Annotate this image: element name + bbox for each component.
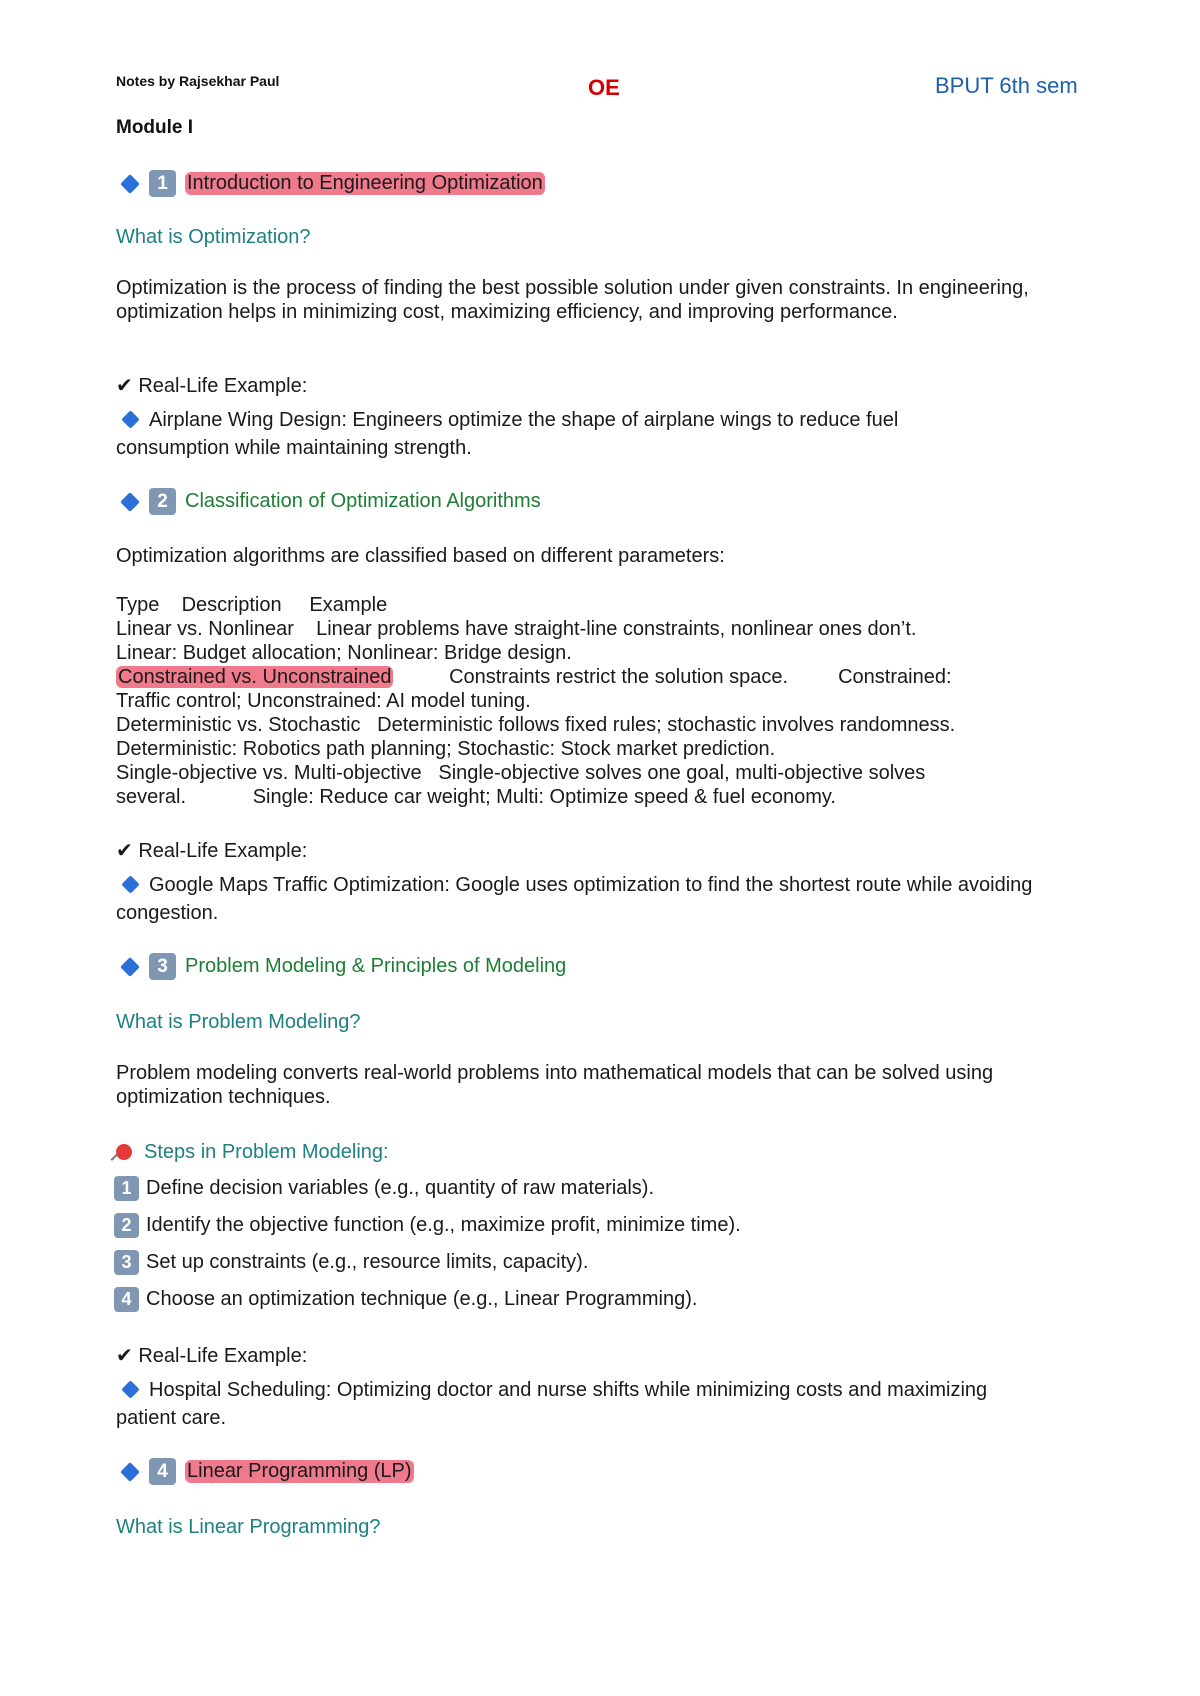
- step-text: Set up constraints (e.g., resource limits, capacity).: [146, 1251, 589, 1273]
- s3-example: [116, 1376, 1016, 1432]
- section-2-heading: [116, 488, 541, 515]
- number-one-icon: 1: [149, 170, 176, 197]
- classification-table: [116, 593, 955, 809]
- number-one-icon: 1: [114, 1176, 139, 1201]
- s4-question: What is Linear Programming?: [116, 1516, 381, 1538]
- module-title: Module I: [116, 117, 194, 138]
- step-text: Identify the objective function (e.g., maximize profit, minimize time).: [146, 1214, 741, 1236]
- section-4-heading: [116, 1458, 414, 1485]
- table-row: Deterministic vs. Stochastic Deterministic follows fixed rules; stochastic involves randomness.: [116, 714, 956, 736]
- table-row: several. Single: Reduce car weight; Multi: Optimize speed & fuel economy.: [116, 786, 836, 808]
- section-4-title: Linear Programming (LP): [187, 1460, 412, 1482]
- table-row: Linear: Budget allocation; Nonlinear: Bridge design.: [116, 642, 572, 664]
- blue-diamond-icon: [121, 410, 139, 428]
- step-item: [114, 1213, 741, 1238]
- subject-header: OE: [588, 75, 620, 100]
- step-item: [114, 1287, 697, 1312]
- number-two-icon: 2: [114, 1213, 139, 1238]
- s1-example: [116, 406, 1016, 462]
- pushpin-icon: [116, 1144, 132, 1160]
- blue-diamond-icon: [121, 875, 139, 893]
- s2-example-label: ✔ Real-Life Example:: [116, 840, 308, 862]
- s3-question: What is Problem Modeling?: [116, 1011, 361, 1033]
- step-item: [114, 1250, 588, 1275]
- number-three-icon: 3: [149, 953, 176, 980]
- number-three-icon: 3: [114, 1250, 139, 1275]
- s1-question: What is Optimization?: [116, 226, 311, 248]
- step-text: Choose an optimization technique (e.g., Linear Programming).: [146, 1288, 698, 1310]
- section-1-title: Introduction to Engineering Optimization: [187, 172, 543, 194]
- s1-paragraph: Optimization is the process of finding the best possible solution under given constraints. In engineering, optimization helps in minimizing cost, maximizing efficiency, and improving performance.: [116, 277, 1029, 323]
- s3-example-label: ✔ Real-Life Example:: [116, 1345, 308, 1367]
- table-row: Deterministic: Robotics path planning; Stochastic: Stock market prediction.: [116, 738, 776, 760]
- section-2-title: Classification of Optimization Algorithms: [185, 490, 541, 512]
- steps-label-text: Steps in Problem Modeling:: [144, 1141, 389, 1163]
- step-item: [114, 1176, 654, 1201]
- blue-diamond-icon: [121, 1380, 139, 1398]
- s3-paragraph: Problem modeling converts real-world problems into mathematical models that can be solved using optimization techniques.: [116, 1062, 994, 1108]
- blue-diamond-icon: [120, 1462, 140, 1482]
- section-3-heading: [116, 953, 566, 980]
- section-1-heading: [116, 170, 545, 197]
- s2-example: [116, 871, 1076, 927]
- s2-example-text: Google Maps Traffic Optimization: Google uses optimization to find the shortest route while avoiding congestion.: [116, 874, 1033, 924]
- highlighted-type: Constrained vs. Unconstrained: [118, 666, 392, 688]
- blue-diamond-icon: [120, 957, 140, 977]
- step-text: Define decision variables (e.g., quantity of raw materials).: [146, 1177, 655, 1199]
- blue-diamond-icon: [120, 174, 140, 194]
- number-four-icon: 4: [149, 1458, 176, 1485]
- table-row: [116, 665, 955, 689]
- s3-steps-label: [116, 1141, 389, 1164]
- semester-header: BPUT 6th sem: [935, 73, 1078, 98]
- number-four-icon: 4: [114, 1287, 139, 1312]
- author-header: Notes by Rajsekhar Paul: [116, 73, 280, 89]
- s1-example-text: Airplane Wing Design: Engineers optimize the shape of airplane wings to reduce fuel consumption while maintaining strength.: [116, 409, 899, 459]
- table-row: Single-objective vs. Multi-objective Single-objective solves one goal, multi-objective solves: [116, 762, 926, 784]
- table-header: Type Description Example: [116, 594, 388, 616]
- table-row: Linear vs. Nonlinear Linear problems have straight-line constraints, nonlinear ones don’t.: [116, 618, 917, 640]
- row-text: Constraints restrict the solution space. Constrained:: [449, 666, 952, 688]
- number-two-icon: 2: [149, 488, 176, 515]
- s3-example-text: Hospital Scheduling: Optimizing doctor and nurse shifts while minimizing costs and maximizing patient care.: [116, 1379, 988, 1429]
- section-3-title: Problem Modeling & Principles of Modeling: [185, 955, 567, 977]
- s2-intro: Optimization algorithms are classified based on different parameters:: [116, 545, 725, 567]
- table-row: Traffic control; Unconstrained: AI model tuning.: [116, 690, 531, 712]
- s1-example-label: ✔ Real-Life Example:: [116, 375, 308, 397]
- blue-diamond-icon: [120, 492, 140, 512]
